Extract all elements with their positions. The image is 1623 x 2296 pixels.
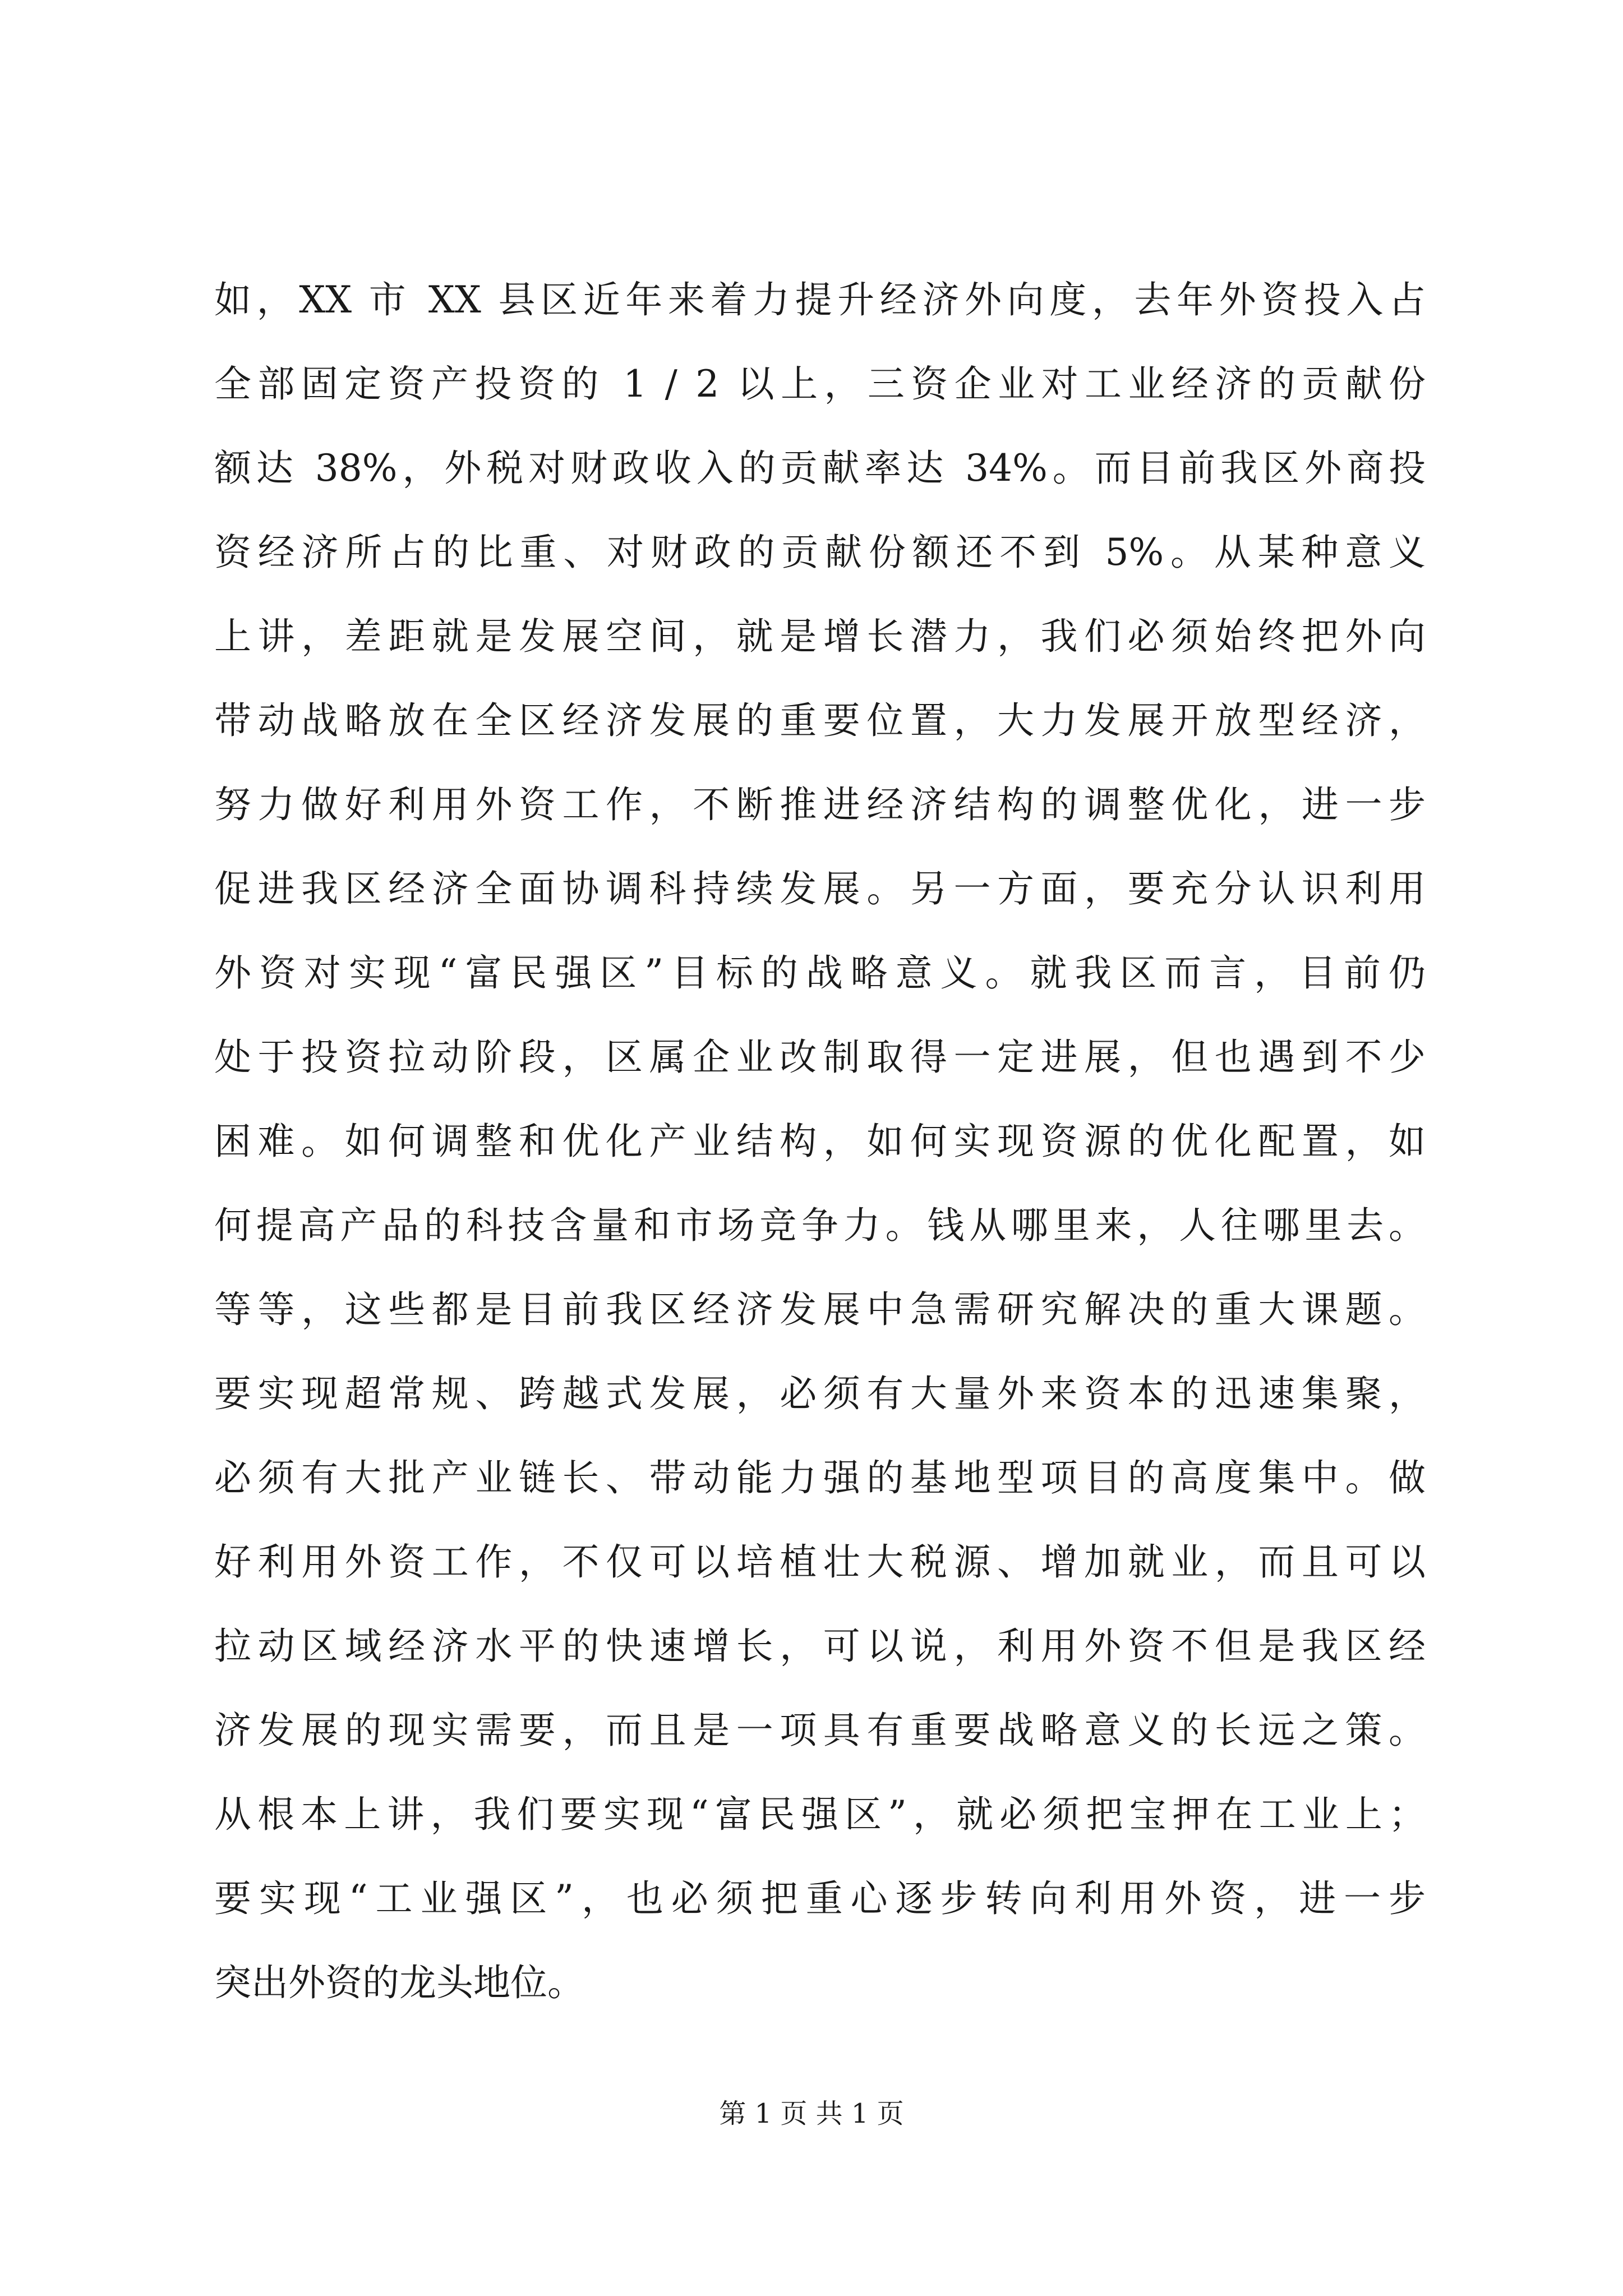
text-line-12: 何提高产品的科技含量和市场竞争力。钱从哪里来，人往哪里去。 [214,1204,1426,1247]
text-line-8: 促进我区经济全面协调科持续发展。另一方面，要充分认识利用 [214,867,1426,910]
page-footer: 第 1 页 共 1 页 [719,2098,904,2129]
body-paragraph [214,258,1426,2025]
text-line-15: 必须有大批产业链长、带动能力强的基地型项目的高度集中。做 [214,1456,1426,1499]
text-line-6: 带动战略放在全区经济发展的重要位置，大力发展开放型经济， [214,699,1426,742]
text-line-14: 要实现超常规、跨越式发展，必须有大量外来资本的迅速集聚， [214,1372,1426,1415]
text-line-18: 济发展的现实需要，而且是一项具有重要战略意义的长远之策。 [214,1709,1426,1752]
text-line-5: 上讲，差距就是发展空间，就是增长潜力，我们必须始终把外向 [214,615,1426,658]
text-line-9: 外资对实现“富民强区”目标的战略意义。就我区而言，目前仍 [214,951,1426,995]
text-line-19: 从根本上讲，我们要实现“富民强区”，就必须把宝押在工业上； [214,1793,1426,1836]
text-line-13: 等等，这些都是目前我区经济发展中急需研究解决的重大课题。 [214,1288,1426,1331]
text-line-21: 突出外资的龙头地位。 [214,1961,584,2004]
text-line-2: 全部固定资产投资的 1 / 2 以上，三资企业对工业经济的贡献份 [214,362,1426,406]
text-line-10: 处于投资拉动阶段，区属企业改制取得一定进展，但也遇到不少 [214,1036,1426,1079]
text-line-16: 好利用外资工作，不仅可以培植壮大税源、增加就业，而且可以 [214,1540,1426,1584]
text-line-17: 拉动区域经济水平的快速增长，可以说，利用外资不但是我区经 [214,1625,1426,1668]
text-line-20: 要实现“工业强区”，也必须把重心逐步转向利用外资，进一步 [214,1877,1426,1920]
text-line-3: 额达 38%，外税对财政收入的贡献率达 34%。而目前我区外商投 [214,447,1426,490]
text-line-7: 努力做好利用外资工作，不断推进经济结构的调整优化，进一步 [214,783,1426,826]
text-line-11: 困难。如何调整和优化产业结构，如何实现资源的优化配置，如 [214,1120,1426,1163]
text-line-4: 资经济所占的比重、对财政的贡献份额还不到 5%。从某种意义 [214,531,1426,574]
text-line-1: 如，XX 市 XX 县区近年来着力提升经济外向度，去年外资投入占 [214,278,1426,321]
